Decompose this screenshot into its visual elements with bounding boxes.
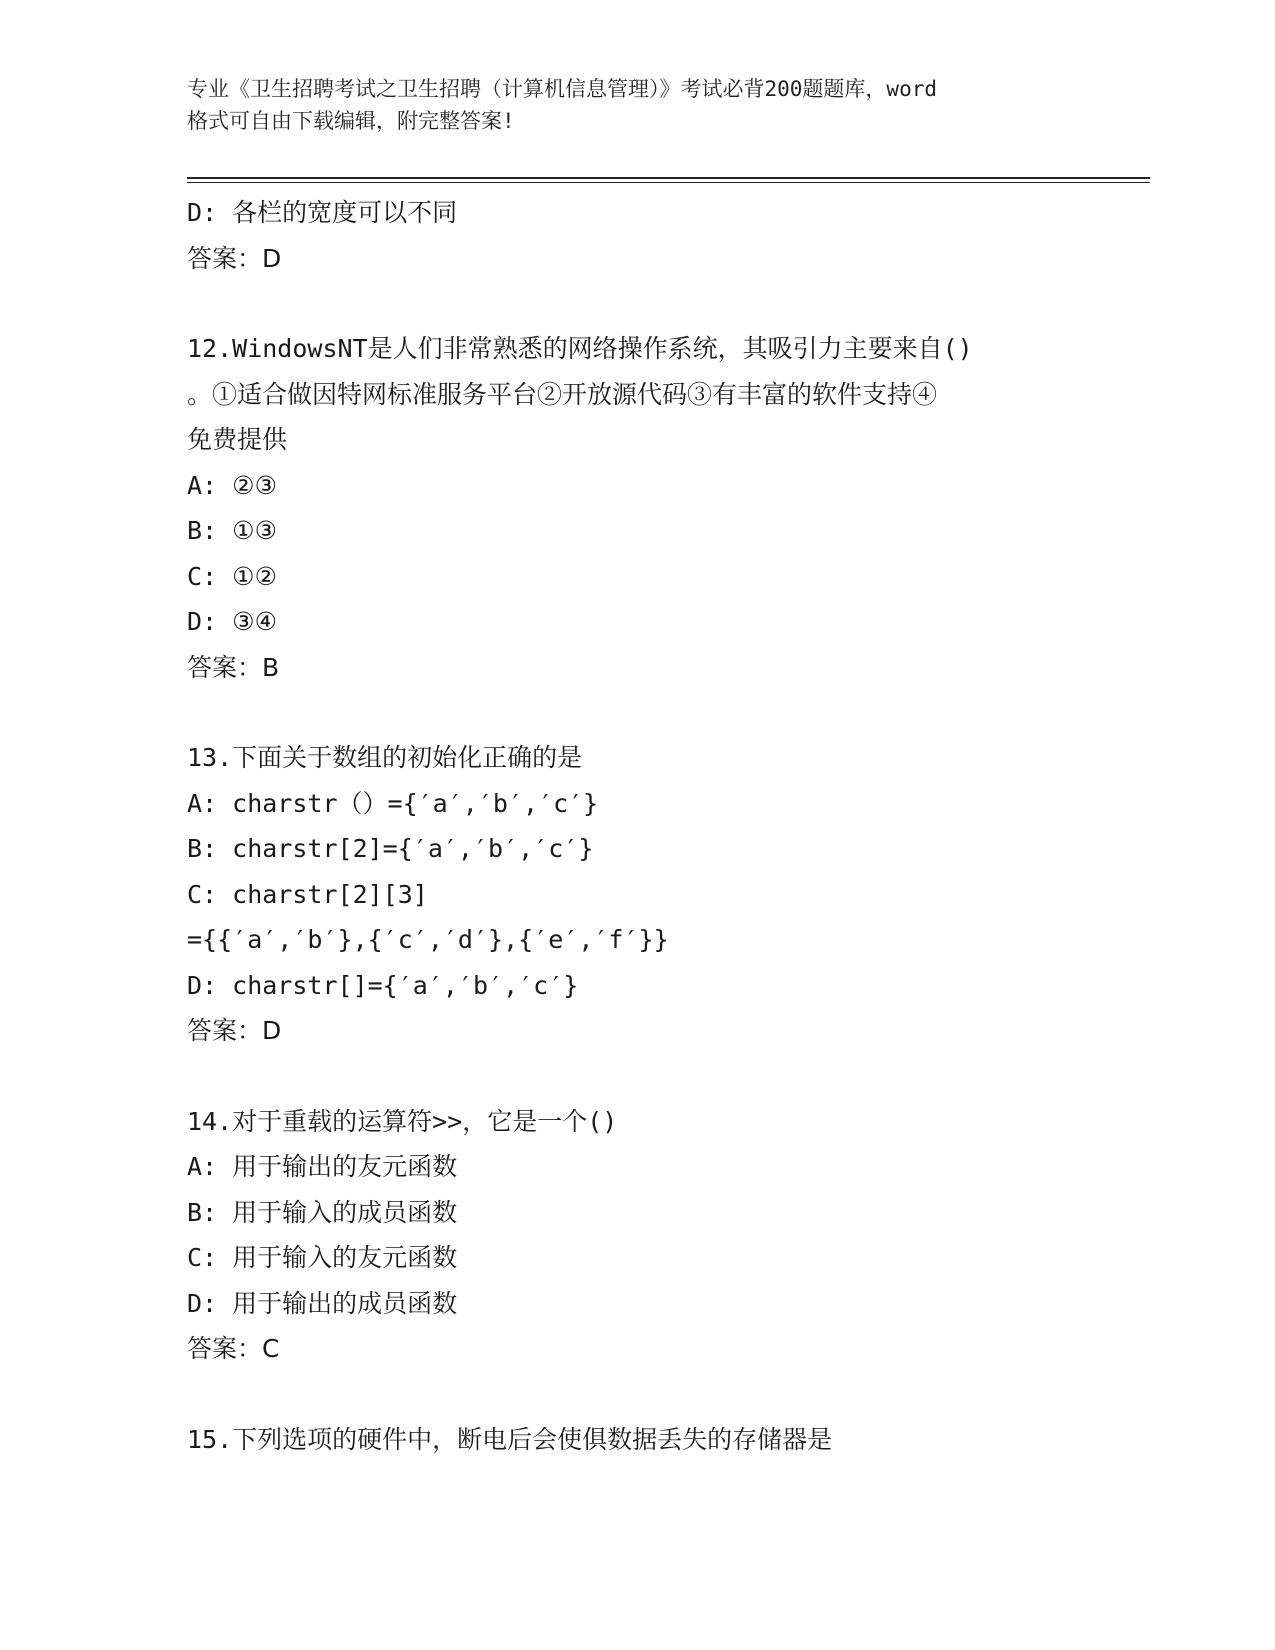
option-line: B: ①③	[187, 516, 277, 545]
header-divider-thin	[187, 182, 1150, 183]
option-line: C: charstr[2][3]	[187, 879, 428, 909]
option-line: A: charstr（）={′a′,′b′,′c′}	[187, 788, 599, 818]
answer-line: 答案：B	[187, 652, 280, 682]
previous-question-tail	[187, 190, 1067, 281]
option-line: D: 各栏的宽度可以不同	[187, 198, 458, 227]
question-14	[187, 1099, 1067, 1372]
question-stem-line: 15.下列选项的硬件中，断电后会使俱数据丢失的存储器是	[187, 1424, 833, 1454]
question-stem-line: 13.下面关于数组的初始化正确的是	[187, 743, 583, 772]
option-line: D: ③④	[187, 607, 277, 636]
header-line-1: 专业《卫生招聘考试之卫生招聘（计算机信息管理）》考试必背200题题库，word	[187, 77, 937, 101]
header-line-2: 格式可自由下载编辑，附完整答案!	[187, 109, 515, 133]
question-13	[187, 735, 1067, 1054]
question-15	[187, 1417, 1067, 1463]
option-line: B: 用于输入的成员函数	[187, 1197, 458, 1227]
answer-line: 答案：D	[187, 243, 282, 273]
option-line: D: charstr[]={′a′,′b′,′c′}	[187, 970, 579, 1000]
option-line: B: charstr[2]={′a′,′b′,′c′}	[187, 834, 594, 863]
option-line: C: ①②	[187, 561, 277, 591]
answer-line: 答案：C	[187, 1334, 280, 1363]
option-line: D: 用于输出的成员函数	[187, 1288, 458, 1318]
answer-line: 答案：D	[187, 1016, 282, 1045]
question-list	[187, 190, 1067, 1462]
option-line: C: 用于输入的友元函数	[187, 1243, 458, 1272]
option-line: A: ②③	[187, 470, 277, 500]
question-stem-line: 。①适合做因特网标准服务平台②开放源代码③有丰富的软件支持④	[187, 379, 938, 409]
option-line: ={{′a′,′b′},{′c′,′d′},{′e′,′f′}}	[187, 925, 669, 954]
question-12	[187, 326, 1067, 690]
header-divider	[187, 177, 1150, 179]
document-header	[187, 73, 1087, 137]
question-stem-line: 14.对于重载的运算符>>，它是一个()	[187, 1106, 618, 1136]
question-stem-line: 12.WindowsNT是人们非常熟悉的网络操作系统，其吸引力主要来自()	[187, 334, 973, 363]
option-line: A: 用于输出的友元函数	[187, 1152, 458, 1181]
question-stem-line: 免费提供	[187, 425, 288, 454]
